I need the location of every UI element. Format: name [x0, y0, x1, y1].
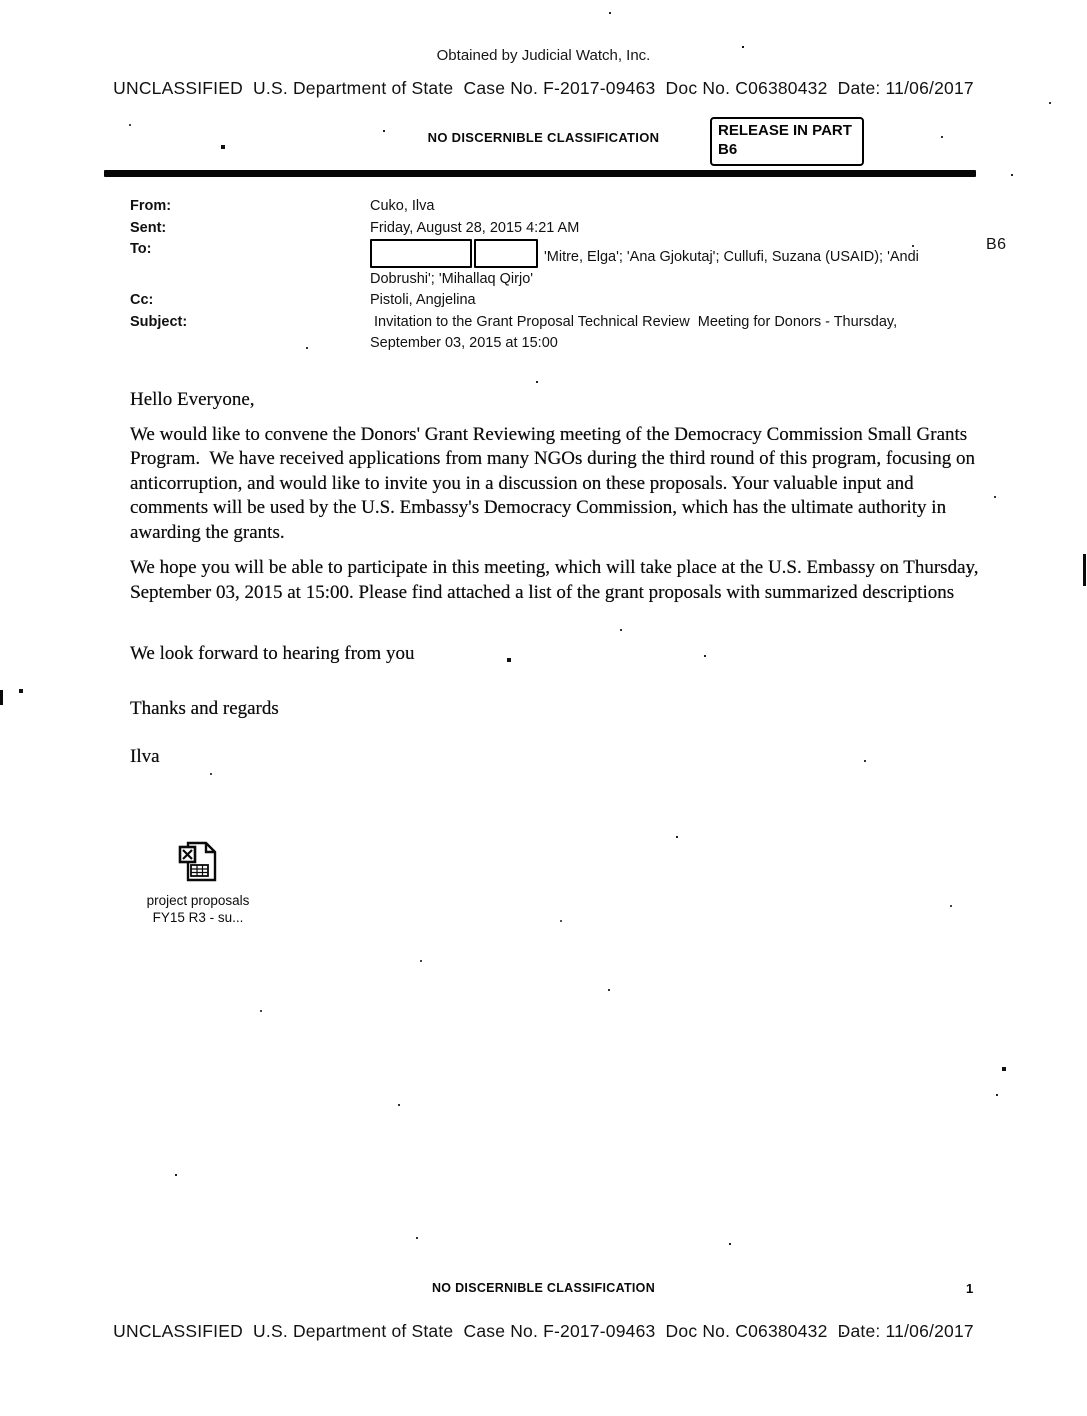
body-paragraph-2: We hope you will be able to participate in this meeting, which will take place at the U.S. Embassy on Thursday, September 03, 2015 at 15:00. Please find attached a list of the grant proposals with summarized descriptions: [130, 557, 984, 603]
to-value: [370, 239, 930, 290]
classification-header-line: UNCLASSIFIED U.S. Department of State Case No. F-2017-09463 Doc No. C06380432 Date: 11/06/2017: [113, 78, 974, 98]
to-label: To:: [130, 241, 152, 257]
cc-row: [130, 290, 930, 312]
from-value: Cuko, Ilva: [370, 198, 435, 214]
from-row: [130, 196, 930, 218]
cc-label: Cc:: [130, 292, 154, 308]
closing-line-1: We look forward to hearing from you: [130, 643, 415, 664]
classification-label-bottom: NO DISCERNIBLE CLASSIFICATION: [431, 1281, 656, 1295]
body-paragraph-1: We would like to convene the Donors' Grant Reviewing meeting of the Democracy Commission Small Grants Program. We have received applications from many NGOs during the third round of this program, focusing on anticorruption, and would like to invite you in a discussion on these proposals. Your valuable input and comments will be used by the U.S. Embassy's Democracy Commission, which has the ultimate authority in awarding the grants.: [130, 423, 980, 543]
release-in-part-stamp: [710, 117, 864, 166]
classification-footer-line: UNCLASSIFIED U.S. Department of State Case No. F-2017-09463 Doc No. C06380432 Date: 11/06/2017: [113, 1321, 974, 1341]
sent-value: Friday, August 28, 2015 4:21 AM: [370, 219, 580, 236]
from-label: From:: [130, 198, 172, 214]
attachment-name-line1: project proposals: [146, 893, 250, 908]
classification-label-top: NO DISCERNIBLE CLASSIFICATION: [427, 130, 660, 145]
signature: Ilva: [130, 746, 160, 767]
scan-edge-mark: [0, 690, 3, 705]
subject-label: Subject:: [130, 313, 188, 330]
scan-edge-mark: [1083, 554, 1086, 586]
header-divider-bar: [104, 170, 976, 177]
subject-line1: Invitation to the Grant Proposal Technical Review Meeting for Donors - Thursday,: [370, 313, 898, 330]
email-header-block: [130, 196, 930, 355]
page-number: 1: [966, 1281, 974, 1296]
subject-row: [130, 312, 930, 355]
closing-line-2: Thanks and regards: [130, 697, 279, 719]
redaction-box: [370, 239, 472, 268]
judicial-watch-watermark: Obtained by Judicial Watch, Inc.: [436, 47, 651, 64]
attachment: [122, 838, 274, 926]
spreadsheet-file-icon: [176, 838, 220, 886]
release-stamp-exemption: B6: [718, 140, 738, 158]
subject-line2: September 03, 2015 at 15:00: [370, 335, 558, 351]
redaction-box: [474, 239, 538, 268]
subject-value: [370, 312, 930, 355]
to-row: [130, 239, 930, 290]
to-value-line1: [370, 239, 930, 269]
release-stamp-text: RELEASE IN PART: [718, 122, 852, 139]
to-recipients-line1: 'Mitre, Elga'; 'Ana Gjokutaj'; Cullufi, Suzana (USAID); 'Andi: [544, 249, 919, 265]
attachment-name-line2: FY15 R3 - su...: [152, 910, 244, 925]
b6-exemption-code: B6: [986, 236, 1007, 253]
to-recipients-line2: Dobrushi'; 'Mihallaq Qirjo': [370, 270, 534, 287]
cc-value: Pistoli, Angjelina: [370, 292, 476, 308]
email-body: [130, 388, 982, 770]
greeting: Hello Everyone,: [130, 389, 255, 410]
sent-label: Sent:: [130, 219, 167, 236]
sent-row: [130, 218, 930, 240]
